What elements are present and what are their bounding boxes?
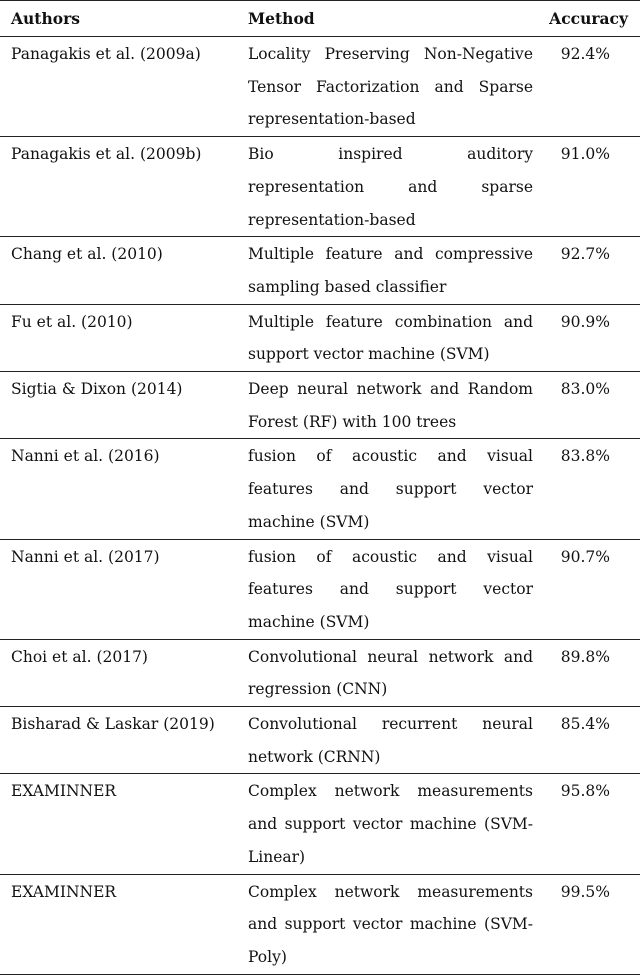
- table-row: [0, 874, 640, 974]
- method-text: fusion of acoustic and visual features and support vector machine (SVM): [248, 547, 533, 631]
- header-authors: Authors: [0, 1, 248, 37]
- author-cell: Bisharad & Laskar (2019): [0, 707, 248, 774]
- method-cell: [248, 707, 533, 774]
- table-body: [0, 37, 640, 975]
- author-cell: EXAMINNER: [0, 774, 248, 874]
- author-cell: Nanni et al. (2016): [0, 439, 248, 539]
- author-cell: Fu et al. (2010): [0, 304, 248, 371]
- header-row: [0, 1, 640, 37]
- method-cell: [248, 639, 533, 706]
- method-cell: [248, 539, 533, 639]
- table-row: [0, 372, 640, 439]
- author-cell: EXAMINNER: [0, 874, 248, 974]
- method-cell: [248, 774, 533, 874]
- table-row: [0, 707, 640, 774]
- table-row: [0, 237, 640, 304]
- accuracy-cell: 95.8%: [533, 774, 640, 874]
- table-row: [0, 37, 640, 137]
- accuracy-cell: 90.9%: [533, 304, 640, 371]
- table-row: [0, 439, 640, 539]
- accuracy-cell: 85.4%: [533, 707, 640, 774]
- table-row: [0, 137, 640, 237]
- method-cell: [248, 874, 533, 974]
- accuracy-cell: 83.0%: [533, 372, 640, 439]
- accuracy-cell: 83.8%: [533, 439, 640, 539]
- method-text: Complex network measurements and support vector machine (SVM-Linear): [248, 782, 533, 866]
- accuracy-cell: 90.7%: [533, 539, 640, 639]
- method-cell: [248, 137, 533, 237]
- author-cell: Panagakis et al. (2009a): [0, 37, 248, 137]
- method-text: Complex network measurements and support vector machine (SVM-Poly): [248, 882, 533, 966]
- table-row: [0, 639, 640, 706]
- accuracy-cell: 92.7%: [533, 237, 640, 304]
- author-cell: Choi et al. (2017): [0, 639, 248, 706]
- accuracy-cell: 91.0%: [533, 137, 640, 237]
- method-text: Bio inspired auditory representation and sparse representation-based: [248, 145, 533, 229]
- author-cell: Sigtia & Dixon (2014): [0, 372, 248, 439]
- method-text: Multiple feature and compressive sampling based classifier: [248, 245, 533, 296]
- accuracy-cell: 89.8%: [533, 639, 640, 706]
- method-cell: [248, 439, 533, 539]
- method-text: Deep neural network and Random Forest (RF) with 100 trees: [248, 380, 533, 431]
- header-accuracy: Accuracy: [533, 1, 640, 37]
- method-cell: [248, 372, 533, 439]
- table-row: [0, 304, 640, 371]
- table-row: [0, 539, 640, 639]
- author-cell: Nanni et al. (2017): [0, 539, 248, 639]
- author-cell: Chang et al. (2010): [0, 237, 248, 304]
- method-text: Convolutional neural network and regression (CNN): [248, 647, 533, 699]
- method-text: fusion of acoustic and visual features and support vector machine (SVM): [248, 447, 533, 531]
- method-text: Locality Preserving Non-Negative Tensor Factorization and Sparse representation-based: [248, 45, 533, 129]
- method-text: Convolutional recurrent neural network (CRNN): [248, 715, 533, 766]
- method-cell: [248, 304, 533, 371]
- author-cell: Panagakis et al. (2009b): [0, 137, 248, 237]
- method-cell: [248, 37, 533, 137]
- method-text: Multiple feature combination and support vector machine (SVM): [248, 312, 533, 364]
- accuracy-cell: 99.5%: [533, 874, 640, 974]
- table-row: [0, 774, 640, 874]
- table-header: [0, 1, 640, 37]
- header-method: Method: [248, 1, 533, 37]
- method-cell: [248, 237, 533, 304]
- accuracy-cell: 92.4%: [533, 37, 640, 137]
